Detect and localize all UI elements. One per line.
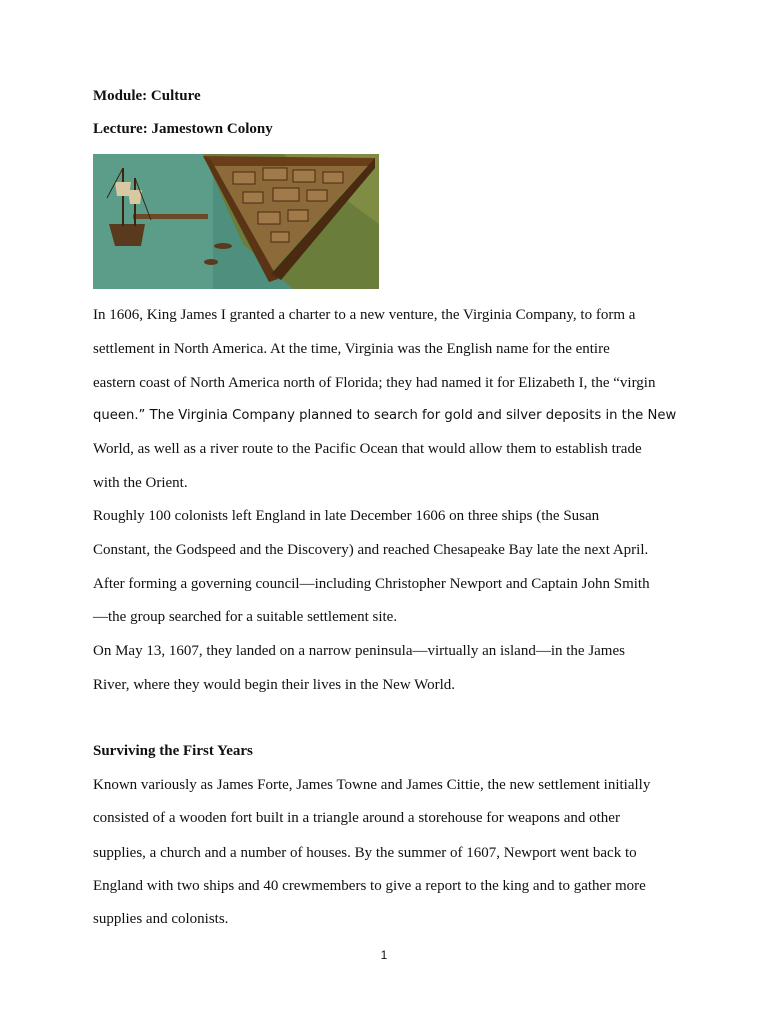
paragraph-line: eastern coast of North America north of Florida; they had named it for Elizabeth I, the “virgin xyxy=(93,375,656,391)
paragraph-line: Known variously as James Forte, James Towne and James Cittie, the new settlement initially xyxy=(93,777,651,793)
jamestown-fort-illustration xyxy=(93,154,379,289)
paragraph-line: In 1606, King James I granted a charter to a new venture, the Virginia Company, to form a xyxy=(93,307,636,323)
paragraph-line: On May 13, 1607, they landed on a narrow peninsula—virtually an island—in the James xyxy=(93,643,625,659)
paragraph-line: with the Orient. xyxy=(93,475,188,491)
paragraph-line: River, where they would begin their lives in the New World. xyxy=(93,677,455,693)
paragraph-line: supplies, a church and a number of houses. By the summer of 1607, Newport went back to xyxy=(93,845,637,861)
lecture-heading: Lecture: Jamestown Colony xyxy=(93,121,273,137)
paragraph-line: Roughly 100 colonists left England in late December 1606 on three ships (the Susan xyxy=(93,508,600,524)
paragraph-line: England with two ships and 40 crewmembers to give a report to the king and to gather more xyxy=(93,878,646,894)
paragraph-line: consisted of a wooden fort built in a triangle around a storehouse for weapons and other xyxy=(93,810,620,826)
paragraph-line: settlement in North America. At the time, Virginia was the English name for the entire xyxy=(93,341,610,357)
section-heading: Surviving the First Years xyxy=(93,743,253,759)
paragraph-line: —the group searched for a suitable settlement site. xyxy=(93,609,398,625)
paragraph-line: queen.” The Virginia Company planned to search for gold and silver deposits in the New xyxy=(93,408,677,423)
module-heading: Module: Culture xyxy=(93,88,201,104)
paragraph-line: Constant, the Godspeed and the Discovery) and reached Chesapeake Bay late the next April. xyxy=(93,542,649,558)
paragraph-line: After forming a governing council—including Christopher Newport and Captain John Smith xyxy=(93,576,650,592)
paragraph-line: World, as well as a river route to the Pacific Ocean that would allow them to establish trade xyxy=(93,441,642,457)
paragraph-line: supplies and colonists. xyxy=(93,911,229,927)
page-number: 1 xyxy=(380,948,388,962)
